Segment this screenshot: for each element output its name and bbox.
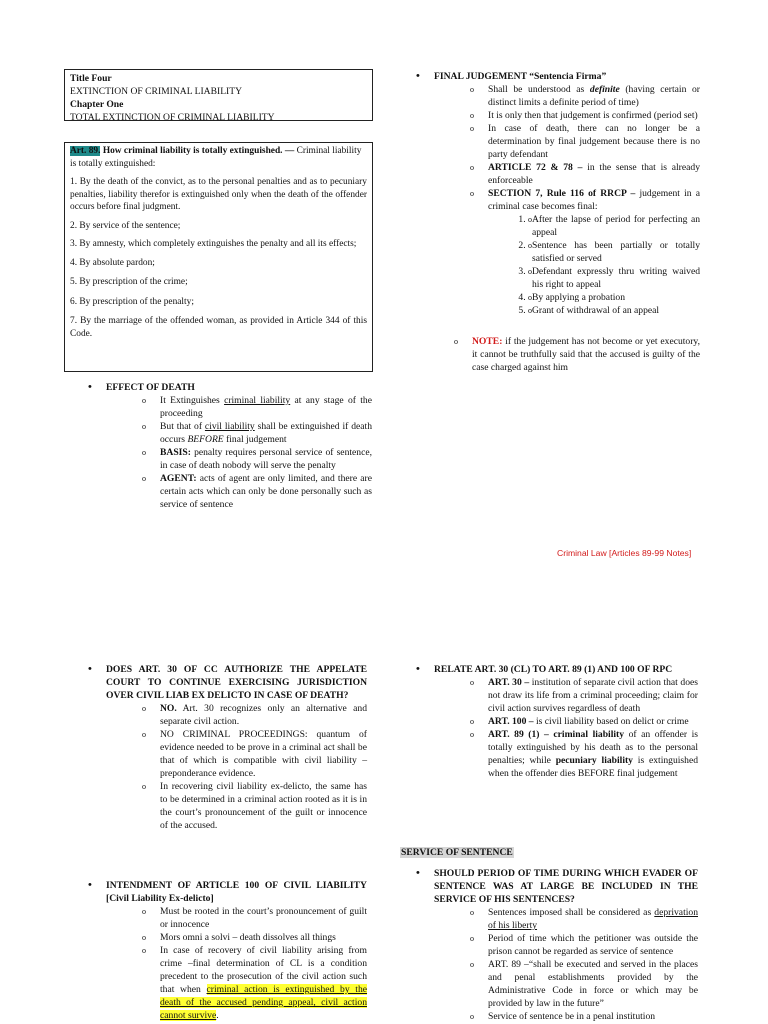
does-art30-section (72, 663, 367, 832)
list-item: o NO. Art. 30 recognizes only an alternative and separate civil action. (142, 702, 367, 728)
list-item: o Period of time which the petitioner was outside the prison cannot be regarded as service of sentence (470, 932, 698, 958)
article-item: 6. By prescription of the penalty; (70, 296, 194, 307)
list-item: o BASIS: penalty requires personal service of sentence, in case of death nobody will serve the penalty (142, 446, 372, 472)
intendment-heading: • INTENDMENT OF ARTICLE 100 OF CIVIL LIABILITY [Civil Liability Ex-delicto] o Must be rooted in the court’s pronouncement of guilt or innocence o Mors omni a solvi – death dissolves all things o In case of recovery of civil liability arising from crime –final determination of CL is a condition precedent to the prosecution of the civil action such that when criminal action is extinguished by the death of the accused pending appeal, civil action cannot survive. (72, 879, 367, 1022)
list-item: o SECTION 7, Rule 116 of RRCP – judgement in a criminal case becomes final: o 1. After the lapse of period for perfecting an appeal o 2. Sentence has been partially or totally satisfied or served o 3. Defendant expressly thru writing waived his right to appeal o 4. By applying a probation o 5. Grant of withdrawal of an appeal (470, 187, 700, 317)
article-item: 5. By prescription of the crime; (70, 277, 188, 287)
numbered-item: o 5. Grant of withdrawal of an appeal (528, 304, 700, 317)
list-item: o ART. 89 (1) – criminal liability of an offender is totally extinguished by his death as to the personal penalties; while pecuniary liability is extinguished when the offender dies BEFORE final judgement (470, 728, 698, 780)
relate-heading: • RELATE ART. 30 (CL) TO ART. 89 (1) AND 100 OF RPC o ART. 30 – institution of separate civil action that does not draw its life from a criminal proceeding; claim for civil action survives regardless of death o ART. 100 – is civil liability based on delict or crime o ART. 89 (1) – criminal liability of an offender is totally extinguished by his death as to the personal penalties; while pecuniary liability is extinguished when the offender dies BEFORE final judgement (400, 663, 698, 780)
article-item: 4. By absolute pardon; (70, 257, 155, 268)
final-judgement-heading: • FINAL JUDGEMENT “Sentencia Firma” o Shall be understood as definite (having certain or distinct limits a definite period of time) o It is only then that judgement is confirmed (period set) o In case of death, there can no longer be a determination by final judgement because there is no party defendant o ARTICLE 72 & 78 – in the sense that is already enforceable o SECTION 7, Rule 116 of RRCP – judgement in a criminal case becomes final: o 1. After the lapse of period for perfecting an appeal o 2. Sentence has been partially or totally satisfied or served o 3. Defendant expressly thru writing waived his right to appeal o 4. By applying a probation o 5. Grant of withdrawal of an appeal (400, 70, 700, 317)
article-title: How criminal liability is totally extinguished. — (102, 146, 295, 156)
list-item: o ART. 100 – is civil liability based on delict or crime (470, 715, 698, 728)
list-item: o It is only then that judgement is confirmed (period set) (470, 109, 700, 122)
effect-of-death-heading: • EFFECT OF DEATH o It Extinguishes criminal liability at any stage of the proceeding o But that of civil liability shall be extinguished if death occurs BEFORE final judgement o BASIS: penalty requires personal service of sentence, in case of death nobody will serve the penalty o AGENT: acts of agent are only limited, and there are certain acts which can only be done personally such as service of sentence (72, 381, 372, 511)
relate-section (400, 663, 698, 780)
article-item: 7. By the marriage of the offended woman, as provided in Article 344 of this Code. (70, 316, 367, 339)
list-item: o Sentences imposed shall be considered as deprivation of his liberty (470, 906, 698, 932)
note-item: o NOTE: if the judgement has not become or yet executory, it cannot be truthfully said that the accused is guilty of the case charged against him (454, 335, 700, 374)
numbered-item: o 1. After the lapse of period for perfecting an appeal (528, 213, 700, 239)
list-item: o Service of sentence be in a penal institution (470, 1010, 698, 1023)
does-art30-heading: • DOES ART. 30 OF CC AUTHORIZE THE APPELATE COURT TO CONTINUE EXERCISING JURISDICTION OVER CIVIL LIAB EX DELICTO IN CASE OF DEATH? o NO. Art. 30 recognizes only an alternative and separate civil action. o NO CRIMINAL PROCEEDINGS: quantum of evidence needed to be prove in a criminal act shall be that of which is compatible with civil liability – preponderance evidence. o In recovering civil liability ex-delicto, the same has to be determined in a criminal action rooted as it is in the court’s pronouncement of the guilt or innocence of the accused. (72, 663, 367, 832)
article-item: 1. By the death of the convict, as to the personal penalties and as to pecuniary penalties, liability therefor is extinguished only when the death of the offender occurs before final judgment. (70, 177, 367, 212)
article-intro: Criminal liability is totally extinguished: (70, 146, 362, 169)
page-footer: Criminal Law [Articles 89-99 Notes] (557, 548, 692, 558)
section-label: SERVICE OF SENTENCE (401, 847, 513, 858)
title-box (64, 69, 373, 121)
title-four: Title Four (70, 73, 112, 84)
list-item: o In case of death, there can no longer be a determination by final judgement because there is no party defendant (470, 122, 700, 161)
article-item: 3. By amnesty, which completely extinguishes the penalty and all its effects; (70, 239, 357, 249)
service-section (400, 867, 698, 1023)
intendment-section (72, 879, 367, 1022)
list-item: o In case of recovery of civil liability arising from crime –final determination of CL is a condition precedent to the prosecution of the civil action such that when criminal action is extinguished by the death of the accused pending appeal, civil action cannot survive. (142, 944, 367, 1022)
service-heading: • SHOULD PERIOD OF TIME DURING WHICH EVADER OF SENTENCE WAS AT LARGE BE INCLUDED IN THE SERVICE OF HIS SENTENCES? o Sentences imposed shall be considered as deprivation of his liberty o Period of time which the petitioner was outside the prison cannot be regarded as service of sentence o ART. 89 –“shall be executed and served in the places and penal establishments provided by the Administrative Code in force or which may be provided by law in the future” o Service of sentence be in a penal institution (400, 867, 698, 1023)
list-item: o Shall be understood as definite (having certain or distinct limits a definite period of time) (470, 83, 700, 109)
list-item: o In recovering civil liability ex-delicto, the same has to be determined in a criminal action rooted as it is in the court’s pronouncement of the guilt or innocence of the accused. (142, 780, 367, 832)
list-item: o Mors omni a solvi – death dissolves all things (142, 931, 367, 944)
list-item: o Must be rooted in the court’s pronouncement of guilt or innocence (142, 905, 367, 931)
list-item: o But that of civil liability shall be extinguished if death occurs BEFORE final judgement (142, 420, 372, 446)
list-item: o ARTICLE 72 & 78 – in the sense that is already enforceable (470, 161, 700, 187)
article-item: 2. By service of the sentence; (70, 220, 181, 231)
numbered-item: o 4. By applying a probation (528, 291, 700, 304)
article-tag: Art. 89. (70, 146, 101, 156)
numbered-item: o 2. Sentence has been partially or totally satisfied or served (528, 239, 700, 265)
list-item: o ART. 89 –“shall be executed and served in the places and penal establishments provided by the Administrative Code in force or which may be provided by law in the future” (470, 958, 698, 1010)
effect-of-death-section (72, 381, 372, 511)
final-judgement-section (400, 70, 700, 317)
article-89-box (64, 142, 373, 372)
title-name: EXTINCTION OF CRIMINAL LIABILITY (70, 86, 243, 97)
note-block (436, 335, 700, 374)
list-item: o It Extinguishes criminal liability at any stage of the proceeding (142, 394, 372, 420)
list-item: o ART. 30 – institution of separate civil action that does not draw its life from a criminal proceeding; claim for civil action survives regardless of death (470, 676, 698, 715)
service-of-sentence-label (400, 846, 514, 859)
chapter-name: TOTAL EXTINCTION OF CRIMINAL LIABILITY (70, 112, 275, 123)
chapter-one: Chapter One (70, 99, 124, 110)
article-heading (70, 145, 367, 170)
list-item: o NO CRIMINAL PROCEEDINGS: quantum of evidence needed to be prove in a criminal act shall be that of which is compatible with civil liability – preponderance evidence. (142, 728, 367, 780)
numbered-item: o 3. Defendant expressly thru writing waived his right to appeal (528, 265, 700, 291)
highlighted-text: criminal action is extinguished by the death of the accused pending appeal, civil action cannot survive (160, 984, 368, 1021)
list-item: o AGENT: acts of agent are only limited, and there are certain acts which can only be done personally such as service of sentence (142, 472, 372, 511)
